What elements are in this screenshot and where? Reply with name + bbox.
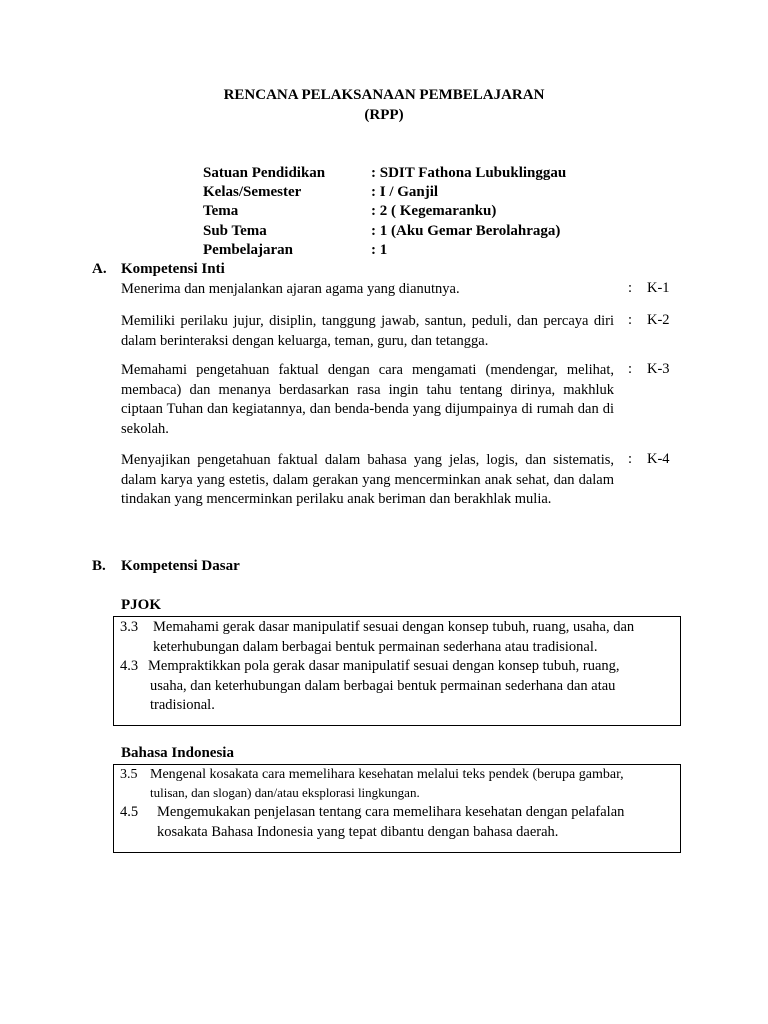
kd-number: 3.3 bbox=[120, 619, 139, 635]
ki-colon: : bbox=[628, 361, 633, 377]
ki-colon: : bbox=[628, 312, 633, 328]
section-a-title: Kompetensi Inti bbox=[121, 261, 225, 277]
kd-line: Mengemukakan penjelasan tentang cara memelihara kesehatan dengan pelafalan bbox=[157, 804, 625, 820]
kd-line: Mempraktikkan pola gerak dasar manipulatif sesuai dengan konsep tubuh, ruang, bbox=[148, 658, 620, 674]
document-subtitle: (RPP) bbox=[364, 107, 404, 123]
bahasa-heading: Bahasa Indonesia bbox=[121, 745, 234, 761]
kd-number: 4.3 bbox=[120, 658, 139, 674]
ki-code: K-2 bbox=[647, 312, 670, 328]
identity-value: : SDIT Fathona Lubuklinggau bbox=[371, 165, 567, 181]
kd-line: tulisan, dan slogan) dan/atau eksplorasi lingkungan. bbox=[150, 785, 420, 800]
kd-line: keterhubungan dalam berbagai bentuk permainan sederhana atau tradisional. bbox=[153, 638, 598, 655]
ki-text: Memahami pengetahuan faktual dengan cara mengamati (mendengar, melihat, membaca) dan menanya berdasarkan rasa ingin tahu tentang dirinya, makhluk ciptaan Tuhan dan kegiatannya, dan benda-benda yang dijumpainya di rumah dan di sekolah. bbox=[121, 362, 614, 437]
kd-line: tradisional. bbox=[150, 697, 215, 713]
identity-value: : 2 ( Kegemaranku) bbox=[371, 203, 497, 219]
ki-colon: : bbox=[628, 280, 633, 296]
identity-label: Satuan Pendidikan bbox=[203, 165, 326, 181]
section-b-letter: B. bbox=[92, 558, 106, 574]
ki-text: Menerima dan menjalankan ajaran agama yang dianutnya. bbox=[121, 281, 460, 297]
ki-text: Menyajikan pengetahuan faktual dalam bahasa yang jelas, logis, dan sistematis, dalam karya yang estetis, dalam gerakan yang mencerminkan anak sehat, dan dalam tindakan yang mencerminkan perilaku anak beriman dan berakhlak mulia. bbox=[121, 452, 614, 507]
document-title: RENCANA PELAKSANAAN PEMBELAJARAN bbox=[223, 87, 545, 103]
kd-line: usaha, dan keterhubungan dalam berbagai bentuk permainan sederhana dan atau bbox=[150, 677, 616, 694]
identity-value: : I / Ganjil bbox=[371, 184, 439, 200]
kd-number: 3.5 bbox=[120, 767, 138, 782]
identity-label: Pembelajaran bbox=[203, 242, 293, 258]
section-b-title: Kompetensi Dasar bbox=[121, 558, 240, 574]
identity-value: : 1 (Aku Gemar Berolahraga) bbox=[371, 223, 561, 239]
ki-code: K-1 bbox=[647, 280, 670, 296]
ki-code: K-4 bbox=[647, 451, 670, 467]
ki-colon: : bbox=[628, 451, 633, 467]
identity-label: Tema bbox=[203, 203, 239, 219]
kd-number: 4.5 bbox=[120, 804, 139, 820]
ki-code: K-3 bbox=[647, 361, 670, 377]
section-a-letter: A. bbox=[92, 261, 107, 277]
bahasa-box bbox=[113, 764, 681, 853]
pjok-box bbox=[113, 616, 681, 726]
identity-label: Sub Tema bbox=[203, 223, 267, 239]
pjok-heading: PJOK bbox=[121, 597, 161, 613]
identity-label: Kelas/Semester bbox=[203, 184, 302, 200]
kd-line: Mengenal kosakata cara memelihara kesehatan melalui teks pendek (berupa gambar, bbox=[150, 767, 624, 782]
kd-line: kosakata Bahasa Indonesia yang tepat dibantu dengan bahasa daerah. bbox=[157, 823, 559, 840]
ki-text: Memiliki perilaku jujur, disiplin, tanggung jawab, santun, peduli, dan percaya diri dalam berinteraksi dengan keluarga, teman, guru, dan tetangga. bbox=[121, 313, 614, 349]
kd-line: Memahami gerak dasar manipulatif sesuai dengan konsep tubuh, ruang, usaha, dan bbox=[153, 619, 635, 635]
identity-value: : 1 bbox=[371, 242, 388, 258]
